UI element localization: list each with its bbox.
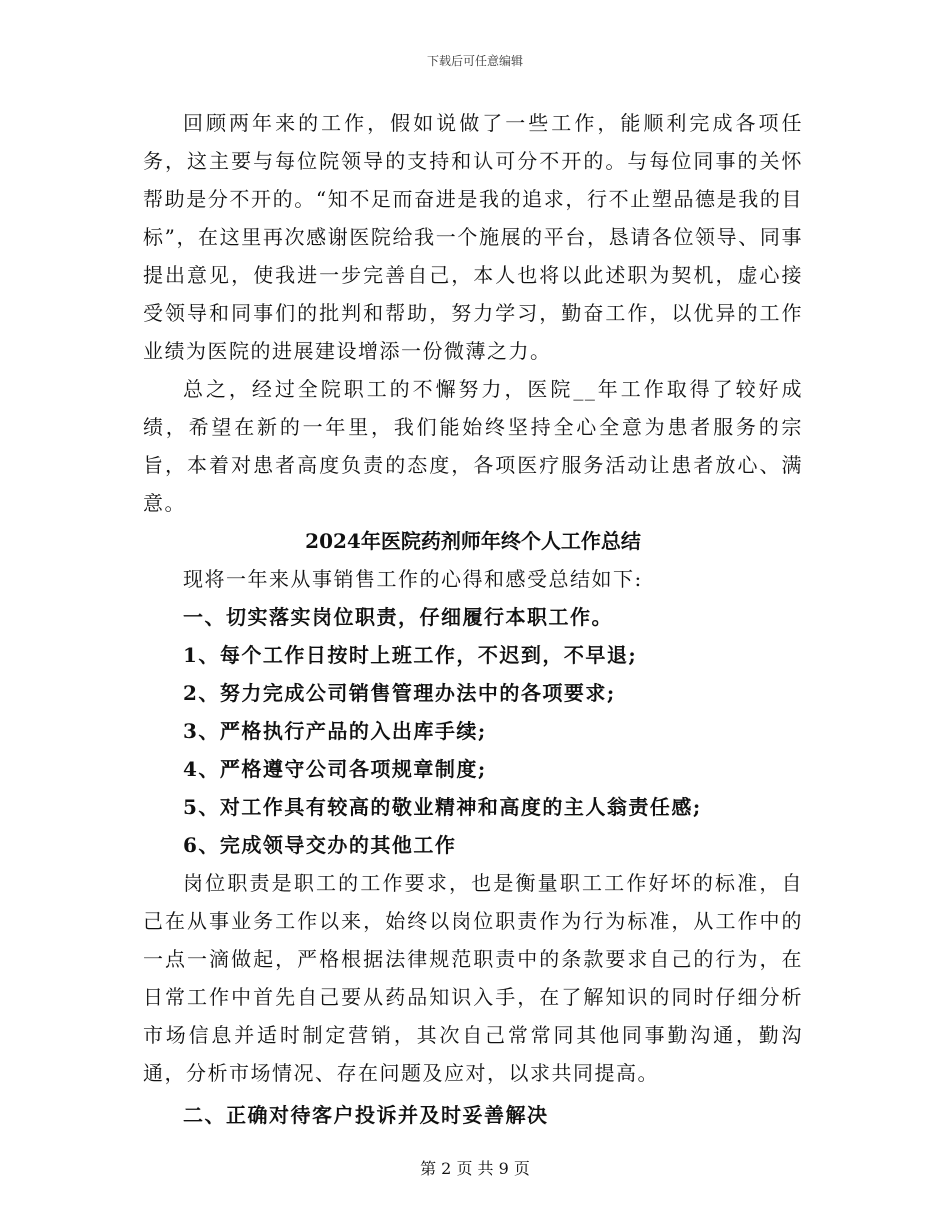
page-number-footer: 第 2 页 共 9 页 <box>420 1159 530 1178</box>
list-item: 2、努力完成公司销售管理办法中的各项要求; <box>183 681 616 705</box>
heading-one: 一、切实落实岗位职责，仔细履行本职工作。 <box>183 605 613 629</box>
list-item: 5、对工作具有较高的敬业精神和高度的主人翁责任感; <box>183 795 702 819</box>
paragraph-duties: 岗位职责是职工的工作要求，也是衡量职工工作好坏的标准，自己在从事业务工作以来，始终以岗位职责作为行为标准，从工作中的一点一滴做起，严格根据法律规范职责中的条款要求自己的行为，在日常工作中首先自己要从药品知识入手，在了解知识的同时仔细分析市场信息并适时制定营销，其次自己常常同其他同事勤沟通，勤沟通，分析市场情况、存在问题及应对，以求共同提高。 <box>143 871 803 1085</box>
page-header: 下载后可任意编辑 <box>426 54 523 68</box>
heading-two: 二、正确对待客户投诉并及时妥善解决 <box>183 1103 549 1127</box>
list-item: 4、严格遵守公司各项规章制度; <box>183 757 487 781</box>
section-title: 2024年医院药剂师年终个人工作总结 <box>305 529 641 553</box>
paragraph-review: 回顾两年来的工作，假如说做了一些工作，能顺利完成各项任务，这主要与每位院领导的支持和认可分不开的。与每位同事的关怀帮助是分不开的。“知不足而奋进是我的追求，行不止塑品德是我的目标”，在这里再次感谢医院给我一个施展的平台，恳请各位领导、同事提出意见，使我进一步完善自己，本人也将以此述职为契机，虚心接受领导和同事们的批判和帮助，努力学习，勤奋工作，以优异的工作业绩为医院的进展建设增添一份微薄之力。 <box>143 111 803 363</box>
paragraph-summary: 总之，经过全院职工的不懈努力，医院__年工作取得了较好成绩，希望在新的一年里，我们能始终坚持全心全意为患者服务的宗旨，本着对患者高度负责的态度，各项医疗服务活动让患者放心、满意。 <box>143 377 803 515</box>
list-item: 6、完成领导交办的其他工作 <box>183 833 457 857</box>
document-body <box>143 104 803 1134</box>
list-item: 1、每个工作日按时上班工作，不迟到，不早退; <box>183 643 638 667</box>
list-item: 3、严格执行产品的入出库手续; <box>183 719 487 743</box>
intro-paragraph: 现将一年来从事销售工作的心得和感受总结如下: <box>183 567 643 591</box>
